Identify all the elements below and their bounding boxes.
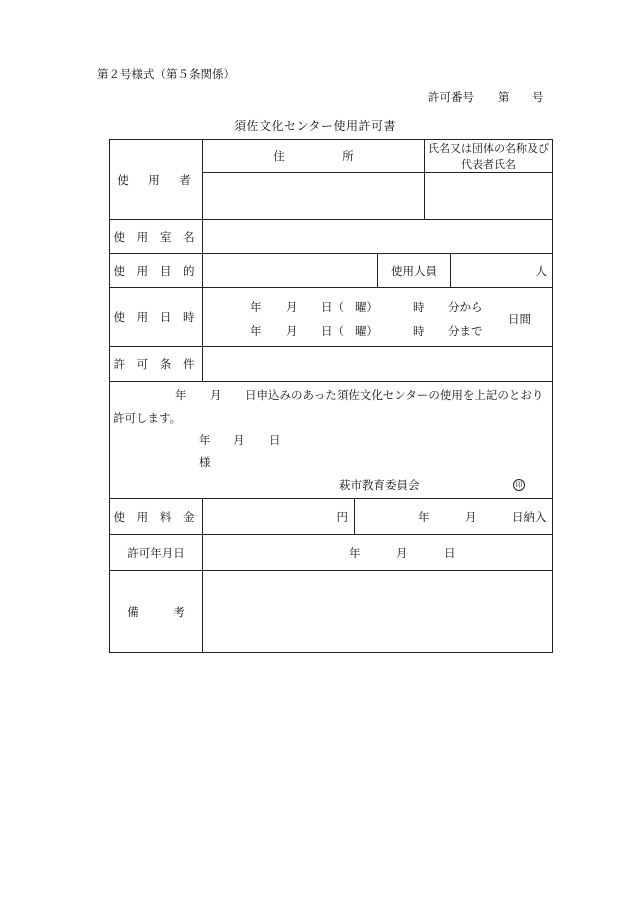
end-month: 月: [286, 324, 298, 338]
name-column-header: 氏名又は団体の名称及び代表者氏名: [425, 140, 553, 173]
room-field[interactable]: [203, 220, 553, 254]
remarks-label: 備 考: [110, 571, 203, 653]
end-hour: 時: [413, 324, 425, 338]
permit-number-label: 許可番号: [428, 90, 474, 104]
remarks-field[interactable]: [203, 571, 553, 653]
room-label: 使 用 室 名: [110, 220, 203, 254]
datetime-field[interactable]: [203, 288, 553, 347]
fee-paid: 日納入: [512, 510, 547, 524]
permit-number-dai: 第: [498, 90, 510, 104]
fee-label: 使 用 料 金: [110, 499, 203, 535]
fee-year: 年: [418, 510, 430, 524]
permit-statement: [110, 382, 553, 499]
start-month: 月: [286, 300, 298, 314]
people-field[interactable]: [451, 254, 553, 288]
statement-year: 年: [175, 388, 187, 402]
end-weekday: 曜）: [355, 324, 378, 338]
permit-year: 年: [349, 546, 361, 560]
condition-label: 許 可 条 件: [110, 347, 203, 382]
seal-icon: 印: [513, 479, 525, 491]
start-hour: 時: [413, 300, 425, 314]
end-minute-to: 分まで: [448, 324, 483, 338]
addressee-sama: 様: [199, 455, 211, 469]
permit-form-table: [109, 139, 553, 653]
condition-field[interactable]: [203, 347, 553, 382]
fee-amount-field[interactable]: [203, 499, 355, 535]
address-field[interactable]: [203, 173, 425, 220]
statement-line1: 日申込みのあった須佐文化センターの使用を上記のとおり: [245, 388, 544, 402]
issuer-name: 萩市教育委員会: [339, 478, 420, 492]
permit-day: 日: [444, 546, 456, 560]
start-day: 日（: [321, 300, 344, 314]
date-day: 日: [269, 433, 281, 447]
datetime-label: 使 用 日 時: [110, 288, 203, 347]
permit-number-go: 号: [532, 90, 544, 104]
purpose-field[interactable]: [203, 254, 378, 288]
permit-number: [428, 89, 548, 105]
date-month: 月: [233, 433, 245, 447]
form-number-label: 第２号様式（第５条関係）: [97, 67, 235, 81]
fee-yen: 円: [336, 509, 348, 524]
start-year: 年: [250, 300, 262, 314]
date-year: 年: [199, 433, 211, 447]
statement-month: 月: [210, 388, 222, 402]
document-title: 須佐文化センター使用許可書: [233, 119, 397, 133]
people-label: 使用人員: [378, 254, 451, 288]
fee-payment-date-field[interactable]: [355, 499, 553, 535]
user-label: 使 用 者: [110, 140, 203, 220]
statement-line2: 許可します。: [113, 411, 182, 425]
days-label: 日間: [508, 312, 531, 326]
purpose-label: 使 用 目 的: [110, 254, 203, 288]
start-weekday: 曜）: [355, 300, 378, 314]
people-unit: 人: [535, 263, 548, 278]
start-minute-from: 分から: [448, 300, 483, 314]
permit-date-label: 許可年月日: [110, 535, 203, 571]
end-year: 年: [250, 324, 262, 338]
fee-month: 月: [465, 510, 477, 524]
permit-date-field[interactable]: [203, 535, 553, 571]
end-day: 日（: [321, 324, 344, 338]
address-column-header: 住 所: [203, 140, 425, 173]
name-field[interactable]: [425, 173, 553, 220]
permit-month: 月: [396, 546, 408, 560]
